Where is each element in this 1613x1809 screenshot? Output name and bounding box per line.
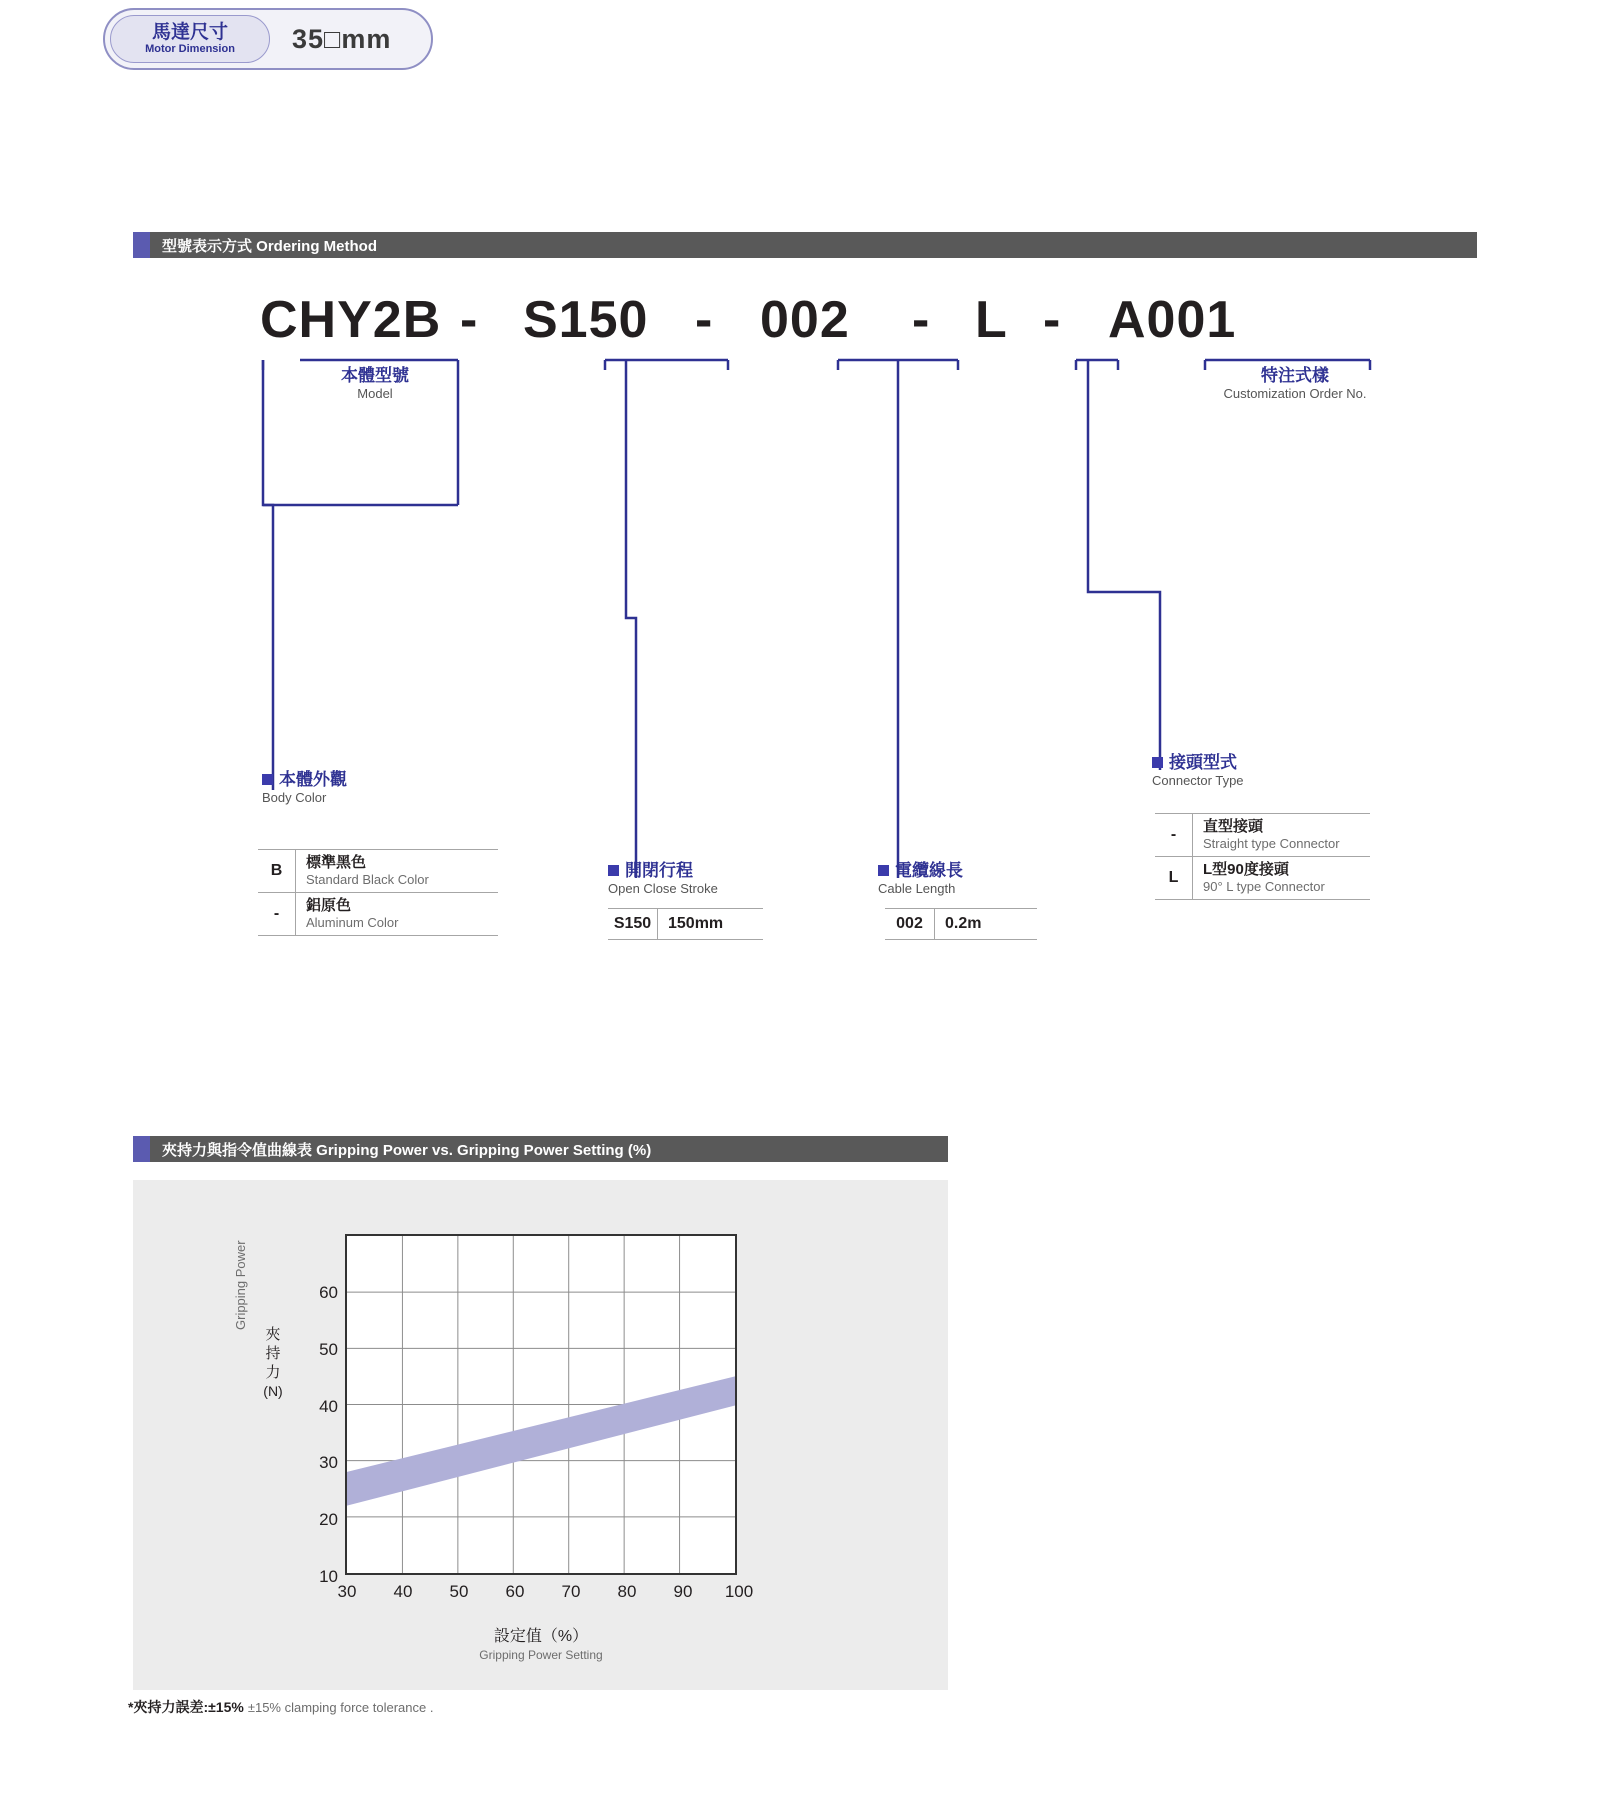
tolerance-note bbox=[128, 1697, 433, 1717]
section-header-ordering-method bbox=[133, 232, 1477, 258]
table-row bbox=[885, 908, 1037, 940]
chart-y-axis-unit: (N) bbox=[263, 1383, 283, 1399]
body-color-key-0: B bbox=[258, 850, 296, 892]
connector-cn-0: 直型接頭 bbox=[1203, 818, 1264, 835]
body-color-key-1: - bbox=[258, 893, 296, 935]
code-connector: L bbox=[975, 291, 1008, 349]
chart-y-axis-label bbox=[253, 1325, 293, 1400]
connector-val-1 bbox=[1193, 857, 1335, 899]
callout-open-close-stroke bbox=[608, 861, 718, 897]
callout-connector-cn: 接頭型式 bbox=[1152, 753, 1244, 773]
code-custom: A001 bbox=[1108, 291, 1237, 349]
chart-ytick-60: 60 bbox=[319, 1282, 338, 1302]
chart-xtick-100: 100 bbox=[724, 1582, 754, 1601]
callout-body-color-en: Body Color bbox=[262, 790, 327, 805]
cable-key-0: 002 bbox=[885, 909, 935, 939]
section-title-gripping: 夾持力與指令值曲線表 Gripping Power vs. Gripping Power Setting (%) bbox=[162, 1141, 652, 1159]
chart-xtick-30: 30 bbox=[337, 1582, 357, 1601]
stroke-key-0: S150 bbox=[608, 909, 658, 939]
table-row bbox=[1155, 813, 1370, 857]
table-open-close-stroke bbox=[608, 908, 763, 940]
callout-connector-type bbox=[1152, 753, 1244, 789]
callout-cable-en: Cable Length bbox=[878, 881, 956, 896]
chart-x-axis-label-cn: 設定值（%） bbox=[493, 1628, 589, 1645]
code-dash-3: - bbox=[912, 291, 931, 349]
callout-model-cn: 本體型號 bbox=[341, 366, 409, 385]
callout-customization-cn: 特注式樣 bbox=[1261, 366, 1329, 385]
connector-val-0 bbox=[1193, 814, 1350, 856]
table-row bbox=[608, 908, 763, 940]
connector-en-0: Straight type Connector bbox=[1203, 836, 1340, 851]
chart-y-axis-label-cn-1: 夾 bbox=[265, 1326, 281, 1343]
connector-cn-1: L型90度接頭 bbox=[1203, 861, 1289, 878]
chart-ytick-10: 10 bbox=[319, 1567, 338, 1586]
code-dash-1: - bbox=[460, 291, 479, 349]
code-cable: 002 bbox=[760, 291, 850, 349]
callout-model bbox=[300, 366, 450, 402]
table-body-color bbox=[258, 849, 498, 936]
code-stroke: S150 bbox=[523, 291, 649, 349]
body-color-cn-1: 鋁原色 bbox=[306, 897, 352, 914]
table-row bbox=[258, 893, 498, 936]
connector-key-0: - bbox=[1155, 814, 1193, 856]
body-color-en-1: Aluminum Color bbox=[306, 915, 399, 930]
table-row bbox=[1155, 857, 1370, 900]
body-color-cn-0: 標準黑色 bbox=[306, 854, 367, 871]
motor-dimension-pill bbox=[110, 15, 270, 63]
callout-cable-length bbox=[878, 861, 963, 897]
chart-y-axis-label-cn-2: 持 bbox=[265, 1345, 281, 1362]
chart-y-axis-label-en: Gripping Power bbox=[233, 1240, 248, 1330]
callout-customization-en: Customization Order No. bbox=[1223, 386, 1367, 401]
motor-dimension-label-cn: 馬達尺寸 bbox=[151, 21, 228, 43]
code-dash-2: - bbox=[695, 291, 714, 349]
motor-dimension-label-en: Motor Dimension bbox=[145, 42, 235, 55]
chart-ytick-30: 30 bbox=[319, 1453, 338, 1473]
table-cable-length bbox=[885, 908, 1037, 940]
chart-xtick-50: 50 bbox=[449, 1582, 469, 1601]
chart-xtick-90: 90 bbox=[673, 1582, 693, 1601]
body-color-val-0 bbox=[296, 850, 439, 892]
section-marker-icon bbox=[133, 1136, 150, 1162]
code-dash-4: - bbox=[1043, 291, 1062, 349]
tolerance-note-cn: *夾持力誤差:±15% bbox=[128, 1699, 244, 1715]
table-row bbox=[258, 849, 498, 893]
callout-connector-en: Connector Type bbox=[1152, 773, 1244, 788]
chart-xtick-70: 70 bbox=[561, 1582, 581, 1601]
body-color-en-0: Standard Black Color bbox=[306, 872, 429, 887]
tolerance-note-en: ±15% clamping force tolerance . bbox=[247, 1700, 434, 1715]
motor-dimension-badge bbox=[103, 8, 433, 70]
chart-xtick-80: 80 bbox=[617, 1582, 637, 1601]
chart-xtick-60: 60 bbox=[505, 1582, 525, 1601]
section-header-gripping-power bbox=[133, 1136, 948, 1162]
chart-ytick-40: 40 bbox=[319, 1396, 338, 1416]
chart-xtick-40: 40 bbox=[393, 1582, 413, 1601]
motor-dimension-size: 35□mm bbox=[292, 23, 392, 54]
callout-stroke-en: Open Close Stroke bbox=[608, 881, 718, 896]
chart-plot-area bbox=[319, 1234, 754, 1601]
connector-key-1: L bbox=[1155, 857, 1193, 899]
callout-cable-cn: 電纜線長 bbox=[878, 861, 963, 881]
chart-ytick-50: 50 bbox=[319, 1339, 338, 1359]
chart-ytick-20: 20 bbox=[319, 1510, 338, 1530]
section-marker-icon bbox=[133, 232, 150, 258]
stroke-val-0: 150mm bbox=[668, 915, 724, 932]
chart-svg bbox=[347, 1236, 735, 1573]
body-color-val-1 bbox=[296, 893, 408, 935]
section-title-ordering: 型號表示方式 Ordering Method bbox=[162, 237, 377, 255]
chart-x-axis-label bbox=[345, 1627, 737, 1663]
callout-customization bbox=[1185, 366, 1405, 402]
connector-en-1: 90° L type Connector bbox=[1203, 879, 1325, 894]
chart-y-axis-label-cn-3: 力 bbox=[265, 1364, 281, 1381]
callout-stroke-cn: 開閉行程 bbox=[608, 861, 718, 881]
cable-val-0: 0.2m bbox=[945, 915, 982, 932]
chart-x-axis-label-en: Gripping Power Setting bbox=[479, 1648, 603, 1662]
ordering-code bbox=[240, 290, 1440, 348]
table-connector-type bbox=[1155, 813, 1370, 900]
callout-body-color bbox=[262, 770, 347, 806]
code-model: CHY2B bbox=[260, 291, 442, 349]
callout-model-en: Model bbox=[357, 386, 393, 401]
callout-body-color-cn: 本體外觀 bbox=[262, 770, 347, 790]
